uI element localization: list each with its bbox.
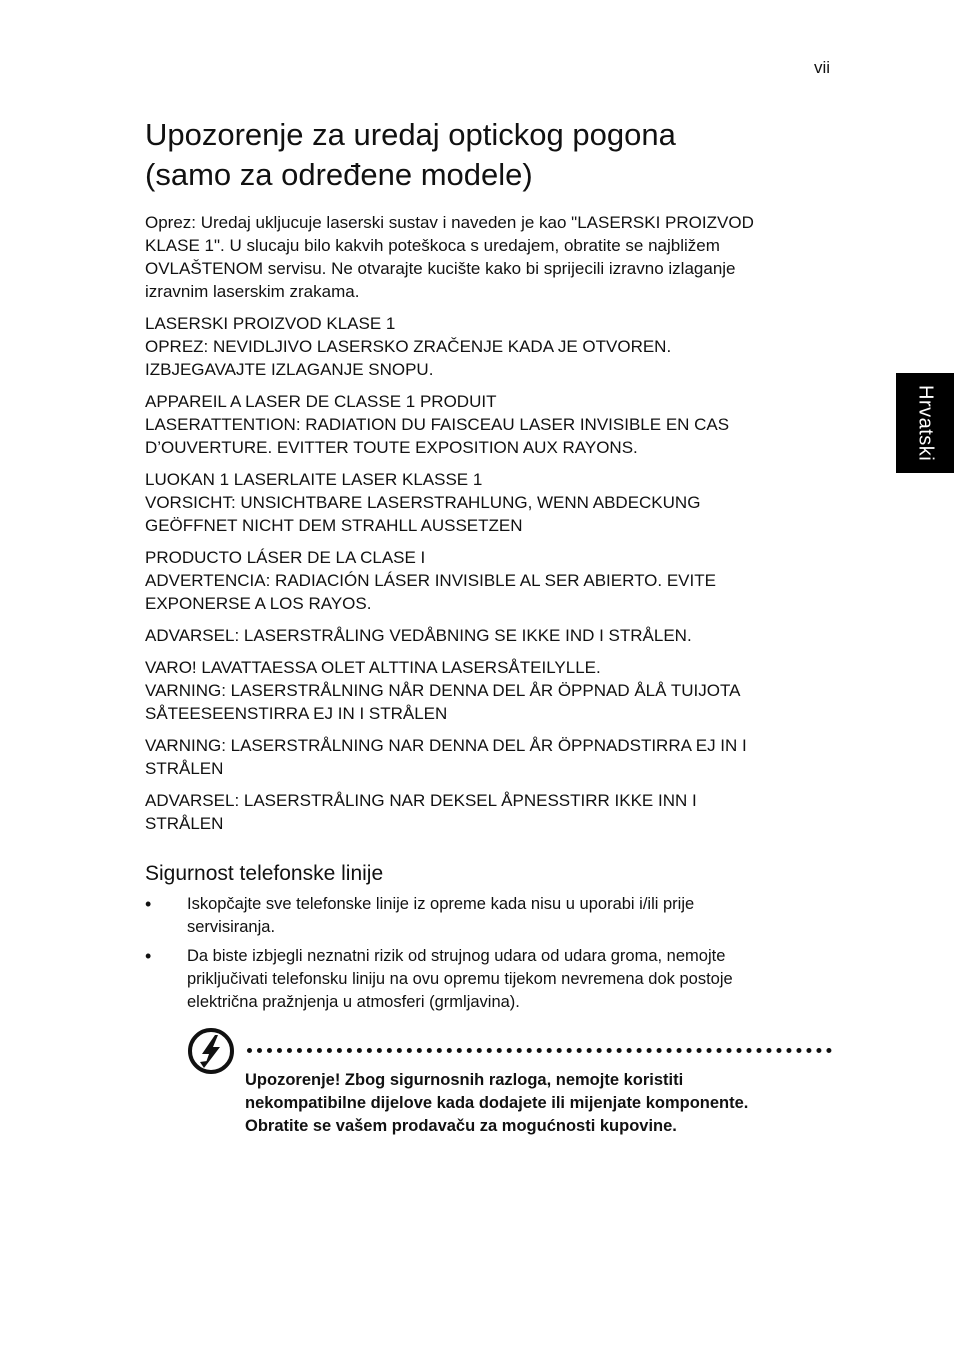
warning-line: Upozorenje! Zbog sigurnosnih razloga, nemojte koristiti (245, 1071, 684, 1089)
page-title (145, 115, 815, 195)
list-item-line: priključivati telefonsku liniju na ovu opremu tijekom nevremena dok postoje (187, 970, 733, 988)
danish-laser-notice (145, 624, 815, 647)
page-title-line: (samo za određene modele) (145, 157, 533, 192)
paragraph-line: LUOKAN 1 LASERLAITE LASER KLASSE 1 (145, 470, 483, 489)
paragraph-line: Oprez: Uredaj ukljucuje laserski sustav i naveden je kao "LASERSKI PROIZVOD (145, 213, 754, 232)
list-item (145, 945, 815, 1014)
paragraph-line: STRÅLEN (145, 759, 224, 778)
warning-line: nekompatibilne dijelove kada dodajete ili mijenjate komponente. (245, 1094, 749, 1112)
paragraph-line: LASERSKI PROIZVOD KLASE 1 (145, 314, 396, 333)
paragraph-line: izravnim laserskim zrakama. (145, 282, 360, 301)
paragraph-line: ADVARSEL: LASERSTRÅLING NAR DEKSEL ÅPNESSTIRR IKKE INN I (145, 791, 697, 810)
paragraph-line: VORSICHT: UNSICHTBARE LASERSTRAHLUNG, WENN ABDECKUNG (145, 493, 701, 512)
norwegian-laser-notice (145, 789, 815, 835)
page-content (145, 115, 815, 1020)
paragraph-line: GEÖFFNET NICHT DEM STRAHLL AUSSETZEN (145, 516, 523, 535)
paragraph-line: VARNING: LASERSTRÅLNING NAR DENNA DEL ÅR ÖPPNADSTIRRA EJ IN I (145, 736, 747, 755)
paragraph-line: ADVERTENCIA: RADIACIÓN LÁSER INVISIBLE AL SER ABIERTO. EVITE (145, 571, 716, 590)
paragraph-line: VARO! LAVATTAESSA OLET ALTTINA LASERSÅTEILYLLE. (145, 658, 601, 677)
list-item-line: Iskopčajte sve telefonske linije iz opreme kada nisu u uporabi i/ili prije (187, 895, 695, 913)
finnish-swedish-laser-notice (145, 656, 815, 725)
swedish-laser-notice (145, 734, 815, 780)
paragraph-line: LASERATTENTION: RADIATION DU FAISCEAU LASER INVISIBLE EN CAS (145, 415, 730, 434)
paragraph-line: PRODUCTO LÁSER DE LA CLASE I (145, 548, 426, 567)
paragraph-line: ADVARSEL: LASERSTRÅLING VEDÅBNING SE IKKE IND I STRÅLEN. (145, 626, 692, 645)
list-item-line: električna pražnjenja u atmosferi (grmljavina). (187, 993, 520, 1011)
laser-warning-paragraph (145, 211, 815, 303)
paragraph-line: APPAREIL A LASER DE CLASSE 1 PRODUIT (145, 392, 497, 411)
bullet-icon: • (145, 946, 152, 966)
german-laser-notice (145, 468, 815, 537)
paragraph-line: OPREZ: NEVIDLJIVO LASERSKO ZRAČENJE KADA JE OTVOREN. (145, 337, 672, 356)
croatian-laser-notice (145, 312, 815, 381)
list-item-line: servisiranja. (187, 918, 276, 936)
page-number: vii (813, 58, 830, 77)
language-tab (896, 373, 954, 473)
bullet-list (145, 893, 815, 1014)
french-laser-notice (145, 390, 815, 459)
paragraph-line: KLASE 1". U slucaju bilo kakvih poteškoca s uredajem, obratite se najbližem (145, 236, 720, 255)
language-tab-label: Hrvatski (914, 384, 937, 462)
dotted-divider (247, 1048, 832, 1053)
list-item (145, 893, 815, 939)
section-heading: Sigurnost telefonske linije (145, 862, 384, 885)
page-title-line: Upozorenje za uredaj optickog pogona (145, 117, 676, 152)
paragraph-line: EXPONERSE A LOS RAYOS. (145, 594, 372, 613)
paragraph-line: VARNING: LASERSTRÅLNING NÅR DENNA DEL ÅR ÖPPNAD ÅLÅ TUIJOTA (145, 681, 741, 700)
warning-line: Obratite se vašem prodavaču za mogućnosti kupovine. (245, 1117, 677, 1135)
paragraph-line: IZBJEGAVAJTE IZLAGANJE SNOPU. (145, 360, 434, 379)
paragraph-line: STRÅLEN (145, 814, 224, 833)
paragraph-line: SÅTEESEENSTIRRA EJ IN I STRÅLEN (145, 704, 448, 723)
list-item-line: Da biste izbjegli neznatni rizik od strujnog udara od udara groma, nemojte (187, 947, 726, 965)
warning-text (245, 1069, 830, 1138)
warning-box (187, 1027, 832, 1147)
spanish-laser-notice (145, 546, 815, 615)
paragraph-line: D’OUVERTURE. EVITTER TOUTE EXPOSITION AUX RAYONS. (145, 438, 638, 457)
lightning-warning-icon (187, 1027, 235, 1075)
bullet-icon: • (145, 894, 152, 914)
paragraph-line: OVLAŠTENOM servisu. Ne otvarajte kucište kako bi sprijecili izravno izlaganje (145, 259, 736, 278)
